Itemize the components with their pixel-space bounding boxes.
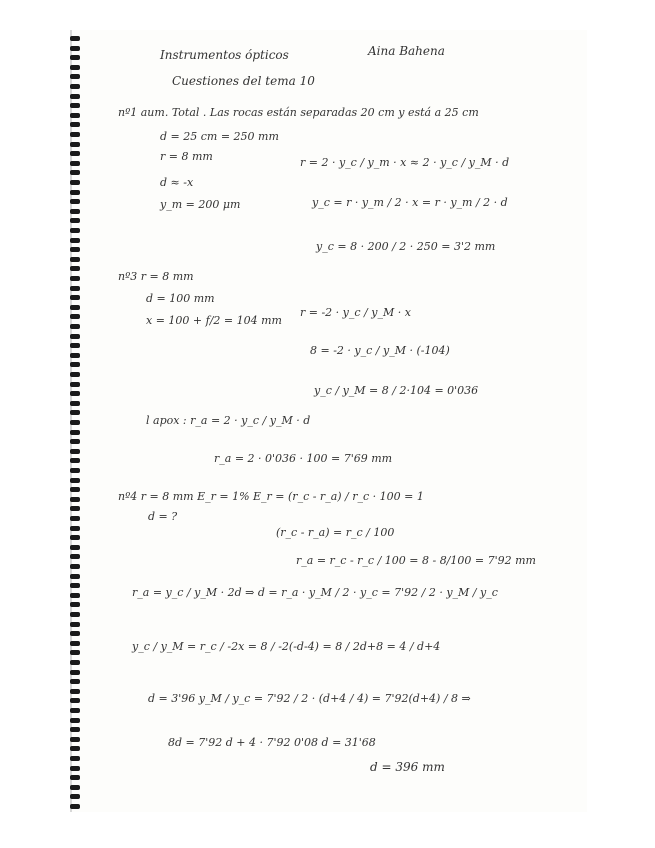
spiral-ring: [70, 574, 80, 579]
spiral-ring: [70, 679, 80, 684]
p4-eq-diff: (r_c - r_a) = r_c / 100: [276, 526, 395, 539]
p1-eq-yc: y_c = r · y_m / 2 · x = r · y_m / 2 · d: [312, 196, 508, 209]
spiral-ring: [70, 420, 80, 425]
spiral-ring: [70, 487, 80, 492]
spiral-ring: [70, 554, 80, 559]
spiral-ring: [70, 113, 80, 118]
spiral-ring: [70, 74, 80, 79]
spiral-ring: [70, 276, 80, 281]
p4-given-d: d = ?: [148, 510, 178, 523]
header-author: Aina Bahena: [368, 44, 445, 58]
spiral-ring: [70, 698, 80, 703]
spiral-ring: [70, 334, 80, 339]
spiral-ring: [70, 151, 80, 156]
spiral-ring: [70, 583, 80, 588]
spiral-ring: [70, 535, 80, 540]
spiral-ring: [70, 46, 80, 51]
spiral-ring: [70, 170, 80, 175]
spiral-ring: [70, 324, 80, 329]
spiral-ring: [70, 670, 80, 675]
spiral-ring: [70, 622, 80, 627]
p3-given-d: d = 100 mm: [146, 292, 215, 305]
p1-result: y_c = 8 · 200 / 2 · 250 = 3'2 mm: [316, 240, 496, 253]
p4-eq-d: r_a = y_c / y_M · 2d ⇒ d = r_a · y_M / 2 · y_c = 7'92 / 2 · y_M / y_c: [132, 586, 498, 599]
p1-eq-r: r = 2 · y_c / y_m · x ≈ 2 · y_c / y_M · d: [300, 156, 510, 169]
spiral-ring: [70, 660, 80, 665]
spiral-ring: [70, 209, 80, 214]
spiral-ring: [70, 84, 80, 89]
spiral-ring: [70, 650, 80, 655]
spiral-ring: [70, 238, 80, 243]
p3-given-x: x = 100 + f/2 = 104 mm: [146, 314, 282, 327]
spiral-ring: [70, 785, 80, 790]
p4-given-r: nº4 r = 8 mm E_r = 1% E_r = (r_c - r_a) / r_c · 100 = 1: [118, 490, 424, 503]
p1-given-ym: y_m = 200 μm: [160, 198, 241, 211]
spiral-ring: [70, 506, 80, 511]
spiral-ring: [70, 430, 80, 435]
spiral-ring: [70, 497, 80, 502]
spiral-ring: [70, 602, 80, 607]
spiral-ring: [70, 756, 80, 761]
spiral-ring: [70, 372, 80, 377]
spiral-ring: [70, 257, 80, 262]
spiral-ring: [70, 564, 80, 569]
spiral-ring: [70, 142, 80, 147]
spiral-binding: [70, 30, 80, 812]
spiral-ring: [70, 401, 80, 406]
spiral-ring: [70, 766, 80, 771]
p4-eq-solve: d = 3'96 y_M / y_c = 7'92 / 2 · (d+4 / 4) = 7'92(d+4) / 8 ⇒: [148, 692, 471, 705]
spiral-ring: [70, 65, 80, 70]
spiral-ring: [70, 382, 80, 387]
spiral-ring: [70, 718, 80, 723]
spiral-ring: [70, 737, 80, 742]
spiral-ring: [70, 94, 80, 99]
spiral-ring: [70, 190, 80, 195]
spiral-ring: [70, 247, 80, 252]
spiral-ring: [70, 218, 80, 223]
p4-eq-ra: r_a = r_c - r_c / 100 = 8 - 8/100 = 7'92 mm: [296, 554, 536, 567]
spiral-ring: [70, 286, 80, 291]
spiral-ring: [70, 103, 80, 108]
header-subtitle: Cuestiones del tema 10: [172, 74, 315, 88]
spiral-ring: [70, 36, 80, 41]
spiral-ring: [70, 449, 80, 454]
spiral-ring: [70, 305, 80, 310]
spiral-ring: [70, 266, 80, 271]
p3-ratio: y_c / y_M = 8 / 2·104 = 0'036: [314, 384, 479, 397]
spiral-ring: [70, 180, 80, 185]
spiral-ring: [70, 794, 80, 799]
spiral-ring: [70, 631, 80, 636]
spiral-ring: [70, 468, 80, 473]
spiral-ring: [70, 641, 80, 646]
p3-given-r: nº3 r = 8 mm: [118, 270, 194, 283]
spiral-ring: [70, 199, 80, 204]
spiral-ring: [70, 804, 80, 809]
p1-given-d: d = 25 cm = 250 mm: [160, 130, 279, 143]
p4-eq-ratio: y_c / y_M = r_c / -2x = 8 / -2(-d-4) = 8 / 2d+8 = 4 / d+4: [132, 640, 441, 653]
spiral-ring: [70, 689, 80, 694]
spiral-ring: [70, 161, 80, 166]
p3-result: r_a = 2 · 0'036 · 100 = 7'69 mm: [214, 452, 393, 465]
p3-eq-r: r = -2 · y_c / y_M · x: [300, 306, 411, 319]
spiral-ring: [70, 612, 80, 617]
spiral-ring: [70, 526, 80, 531]
header-course: Instrumentos ópticos: [160, 48, 289, 62]
spiral-ring: [70, 439, 80, 444]
spiral-ring: [70, 55, 80, 60]
spiral-ring: [70, 343, 80, 348]
spiral-ring: [70, 727, 80, 732]
p1-statement: nº1 aum. Total . Las rocas están separadas 20 cm y está a 25 cm: [118, 106, 479, 119]
p4-result: d = 396 mm: [370, 760, 445, 774]
spiral-ring: [70, 746, 80, 751]
spiral-ring: [70, 228, 80, 233]
spiral-ring: [70, 362, 80, 367]
p3-approx: l apox : r_a = 2 · y_c / y_M · d: [146, 414, 311, 427]
spiral-ring: [70, 122, 80, 127]
spiral-ring: [70, 314, 80, 319]
spiral-ring: [70, 708, 80, 713]
spiral-ring: [70, 545, 80, 550]
spiral-ring: [70, 478, 80, 483]
spiral-ring: [70, 775, 80, 780]
spiral-ring: [70, 410, 80, 415]
p1-given-r: r = 8 mm: [160, 150, 213, 163]
spiral-ring: [70, 391, 80, 396]
spiral-ring: [70, 593, 80, 598]
spiral-ring: [70, 516, 80, 521]
spiral-ring: [70, 295, 80, 300]
spiral-ring: [70, 353, 80, 358]
spiral-ring: [70, 132, 80, 137]
spiral-ring: [70, 458, 80, 463]
p4-eq-linear: 8d = 7'92 d + 4 · 7'92 0'08 d = 31'68: [168, 736, 376, 749]
p3-eq-subst: 8 = -2 · y_c / y_M · (-104): [310, 344, 450, 357]
p1-given-x: d ≈ -x: [160, 176, 194, 189]
